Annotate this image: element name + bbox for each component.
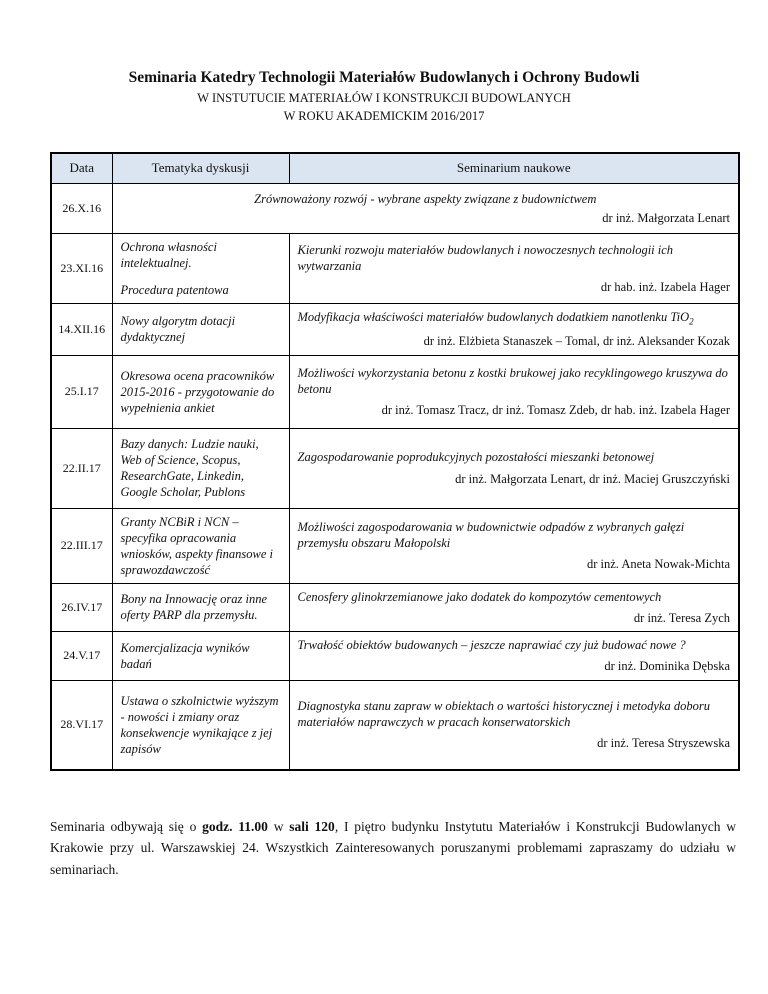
- seminar-presenter: dr inż. Małgorzata Lenart: [602, 211, 730, 226]
- seminar-presenter: dr inż. Aneta Nowak-Michta: [586, 557, 730, 572]
- footer-note: [50, 816, 736, 880]
- seminar-date: 26.X.16: [51, 184, 112, 234]
- seminar-topic: [112, 355, 289, 428]
- seminar-details: [289, 632, 739, 681]
- seminar-title: [298, 449, 731, 465]
- table-row: [51, 680, 739, 770]
- column-header-topic: Tematyka dyskusji: [112, 153, 289, 184]
- topic-line: Bazy danych: Ludzie nauki, Web of Science, Scopus, ResearchGate, Linkedin, Google Scholar, Publons: [120, 437, 259, 500]
- topic-line: Granty NCBiR i NCN – specyfika opracowania wniosków, aspekty finansowe i sprawozdawczość: [120, 514, 274, 577]
- seminar-title-text: Możliwości wykorzystania betonu z kostki brukowej jako recyklingowego kruszywa do betonu: [297, 365, 728, 396]
- table-row: [51, 184, 739, 234]
- seminar-date: 23.XI.16: [51, 234, 112, 304]
- footer-text: , I piętro budynku Instytutu Materiałów i Konstrukcji Budowlanych w Krakowie przy ul. Warszawskiej 24. Wszystkich Zainteresowanych poruszanymi problemami zapraszamy do udziału w seminariach.: [50, 819, 736, 877]
- seminar-details: [112, 184, 739, 234]
- seminar-title-text: Zagospodarowanie poprodukcyjnych pozostałości mieszanki betonowej: [297, 450, 655, 465]
- seminar-title-text: Trwałość obiektów budowanych – jeszcze naprawiać czy już budować nowe ?: [297, 638, 686, 653]
- seminar-details: [289, 234, 739, 304]
- topic-line: Nowy algorytm dotacji dydaktycznej: [120, 314, 236, 345]
- topic-line: Ustawa o szkolnictwie wyższym - nowości i zmiany oraz konsekwencje wynikające z jej zapisów: [120, 693, 279, 756]
- seminar-details: [289, 428, 739, 508]
- table-row: [51, 428, 739, 508]
- seminar-topic: [112, 508, 289, 583]
- table-row: [51, 355, 739, 428]
- seminar-details: [289, 355, 739, 428]
- seminar-presenter: dr inż. Tomasz Tracz, dr inż. Tomasz Zdeb, dr hab. inż. Izabela Hager: [381, 403, 730, 418]
- topic-line: Procedura patentowa: [120, 283, 229, 298]
- column-header-date: Data: [51, 153, 112, 184]
- page-title: Seminaria Katedry Technologii Materiałów Budowlanych i Ochrony Budowli: [128, 69, 640, 86]
- seminar-presenter: dr inż. Teresa Zych: [633, 610, 730, 625]
- table-header-row: [51, 153, 739, 184]
- seminar-title: [298, 309, 731, 328]
- seminar-date: 22.II.17: [51, 428, 112, 508]
- seminar-presenter: dr inż. Małgorzata Lenart, dr inż. Maciej Gruszczyński: [455, 471, 730, 486]
- table-row: [51, 304, 739, 355]
- topic-line: Ochrona własności intelektualnej.: [120, 240, 217, 271]
- topic-line: Bony na Innowację oraz inne oferty PARP dla przemysłu.: [120, 592, 268, 623]
- seminar-topic: [112, 234, 289, 304]
- seminar-date: 22.III.17: [51, 508, 112, 583]
- seminar-details: [289, 583, 739, 632]
- footer-text: w: [267, 819, 290, 835]
- seminar-date: 28.VI.17: [51, 680, 112, 770]
- seminar-topic: [112, 632, 289, 681]
- seminar-title-text: Modyfikacja właściwości materiałów budowlanych dodatkiem nanotlenku TiO: [297, 310, 690, 325]
- topic-line: Okresowa ocena pracowników 2015-2016 - przygotowanie do wypełnienia ankiet: [120, 368, 275, 415]
- seminar-details: [289, 508, 739, 583]
- seminar-date: 26.IV.17: [51, 583, 112, 632]
- footer-highlight: sali 120: [289, 819, 335, 835]
- seminar-title: [298, 519, 731, 552]
- table-row: [51, 508, 739, 583]
- seminar-title-text: Możliwości zagospodarowania w budownictwie odpadów z wybranych gałęzi przemysłu obszaru Małopolski: [297, 519, 685, 550]
- seminar-details: [289, 680, 739, 770]
- seminar-presenter: dr inż. Dominika Dębska: [604, 659, 730, 674]
- seminar-title-subscript: 2: [689, 316, 694, 327]
- seminar-title-text: Cenosfery glinokrzemianowe jako dodatek do kompozytów cementowych: [297, 589, 662, 604]
- footer-highlight: godz. 11.00: [202, 819, 268, 835]
- table-row: [51, 583, 739, 632]
- seminar-title: [298, 637, 731, 653]
- table-row: [51, 632, 739, 681]
- seminar-details: [289, 304, 739, 355]
- seminar-title: [298, 365, 731, 398]
- seminar-title: [298, 698, 731, 731]
- table-row: [51, 234, 739, 304]
- document-header: [0, 0, 768, 125]
- seminar-title-text: Zrównoważony rozwój - wybrane aspekty związane z budownictwem: [254, 191, 597, 206]
- page-subtitle-institute: W INSTUTUCIE MATERIAŁÓW I KONSTRUKCJI BUDOWLANYCH: [197, 91, 571, 106]
- seminar-topic: [112, 428, 289, 508]
- seminar-date: 14.XII.16: [51, 304, 112, 355]
- seminar-date: 25.I.17: [51, 355, 112, 428]
- seminar-table: [50, 152, 740, 771]
- seminar-topic: [112, 304, 289, 355]
- seminar-title: [121, 191, 731, 207]
- seminar-presenter: dr inż. Elżbieta Stanaszek – Tomal, dr inż. Aleksander Kozak: [423, 334, 730, 349]
- seminar-title-text: Diagnostyka stanu zapraw w obiektach o wartości historycznej i metodyka doboru materiałów naprawczych w pracach konserwatorskich: [297, 698, 710, 730]
- page-subtitle-year: W ROKU AKADEMICKIM 2016/2017: [283, 109, 485, 124]
- topic-line: Komercjalizacja wyników badań: [120, 640, 250, 671]
- seminar-date: 24.V.17: [51, 632, 112, 681]
- seminar-table-body: [51, 184, 739, 770]
- seminar-topic: [112, 583, 289, 632]
- table-header: [51, 153, 739, 184]
- footer-text: Seminaria odbywają się o: [50, 819, 203, 835]
- seminar-title: [298, 242, 731, 275]
- column-header-seminar: Seminarium naukowe: [289, 153, 739, 184]
- seminar-presenter: dr inż. Teresa Stryszewska: [597, 736, 730, 751]
- seminar-topic: [112, 680, 289, 770]
- seminar-presenter: dr hab. inż. Izabela Hager: [600, 280, 730, 295]
- seminar-title-text: Kierunki rozwoju materiałów budowlanych i nowoczesnych technologii ich wytwarzania: [297, 242, 674, 274]
- seminar-title: [298, 589, 731, 605]
